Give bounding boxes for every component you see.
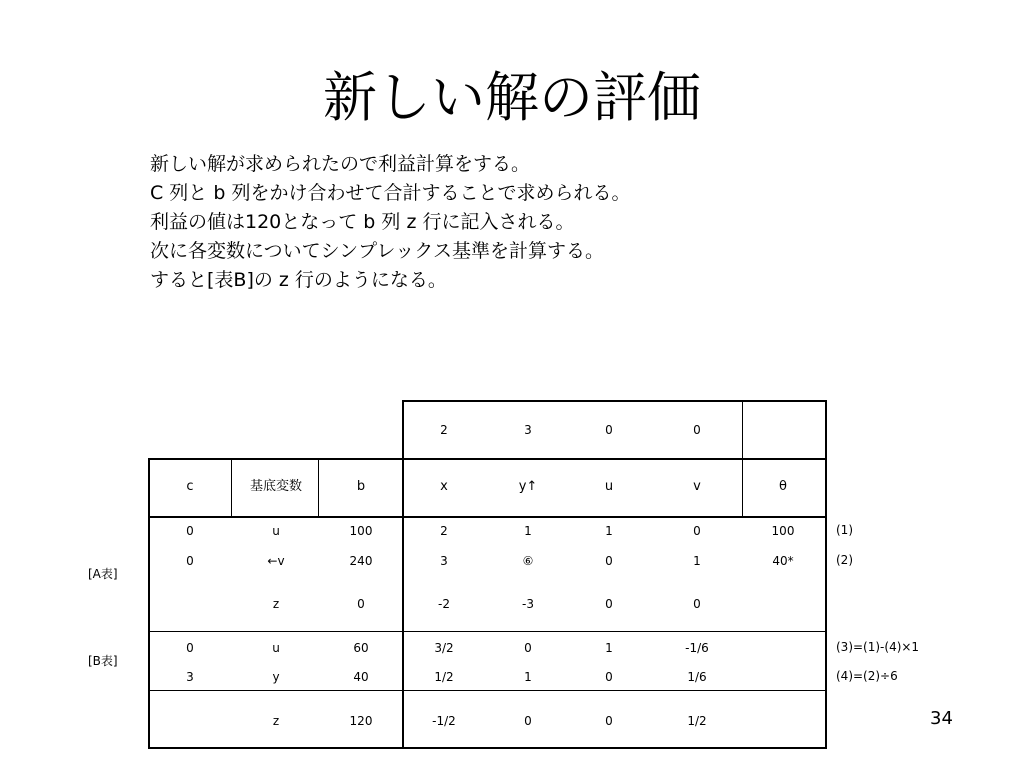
- table-cell: 1: [524, 524, 532, 538]
- explanation-line: C 列と b 列をかけ合わせて合計することで求められる。: [150, 182, 631, 204]
- row-note: (2): [836, 553, 853, 567]
- table-a-label: [A表]: [88, 567, 118, 581]
- table-cell: z: [272, 714, 280, 728]
- column-header: u: [604, 479, 614, 494]
- table-border: [318, 458, 319, 518]
- table-border: [148, 747, 826, 749]
- table-border: [742, 400, 743, 518]
- column-header: c: [186, 479, 194, 494]
- explanation-line: すると[表B]の z 行のようになる。: [150, 269, 447, 291]
- table-cell: u: [272, 641, 280, 655]
- column-header: θ: [779, 479, 787, 494]
- table-b-label: [B表]: [88, 654, 118, 668]
- table-border: [148, 516, 826, 518]
- table-cell: -3: [522, 597, 534, 611]
- table-border: [402, 400, 404, 749]
- table-cell: 1: [605, 524, 613, 538]
- table-cell: 0: [524, 714, 532, 728]
- table-cell: 100: [349, 524, 373, 538]
- table-cell: 0: [605, 670, 613, 684]
- table-cell: 40*: [772, 554, 794, 568]
- table-cell: 1/2: [687, 714, 707, 728]
- row-note: (1): [836, 523, 853, 537]
- row-note: (3)=(1)-(4)×1: [836, 640, 920, 654]
- cost-coefficient: 0: [605, 423, 613, 437]
- cost-coefficient: 2: [440, 423, 448, 437]
- table-cell: 2: [440, 524, 448, 538]
- table-cell: 3: [186, 670, 194, 684]
- column-header: y↑: [518, 479, 538, 494]
- table-cell: 0: [186, 554, 194, 568]
- table-cell: 100: [771, 524, 795, 538]
- table-cell: 1: [693, 554, 701, 568]
- row-note: (4)=(2)÷6: [836, 669, 898, 683]
- table-cell: 0: [186, 524, 194, 538]
- table-cell: 1/6: [687, 670, 707, 684]
- table-cell: 0: [186, 641, 194, 655]
- explanation-line: 次に各変数についてシンプレックス基準を計算する。: [150, 240, 605, 262]
- table-cell: 1/2: [434, 670, 454, 684]
- column-header: 基底変数: [249, 479, 302, 494]
- table-border: [402, 400, 826, 402]
- table-cell: 240: [349, 554, 373, 568]
- table-cell: 0: [357, 597, 365, 611]
- table-cell: 0: [693, 597, 701, 611]
- table-cell: -1/6: [685, 641, 709, 655]
- slide-title: 新しい解の評価: [323, 66, 701, 129]
- column-header: v: [693, 479, 701, 494]
- table-cell: 3: [440, 554, 448, 568]
- table-cell: -1/2: [432, 714, 456, 728]
- cost-coefficient: 3: [524, 423, 532, 437]
- table-border: [148, 458, 826, 460]
- column-header: b: [356, 479, 366, 494]
- table-cell: ⑥: [522, 554, 534, 568]
- table-cell: 40: [353, 670, 369, 684]
- table-cell: 0: [524, 641, 532, 655]
- table-border: [148, 458, 150, 749]
- column-header: x: [440, 479, 448, 494]
- page-number: 34: [930, 708, 953, 729]
- explanation-line: 新しい解が求められたので利益計算をする。: [150, 153, 531, 175]
- table-cell: 1: [524, 670, 532, 684]
- table-cell: -2: [438, 597, 450, 611]
- table-cell: 60: [353, 641, 369, 655]
- table-cell: 0: [605, 714, 613, 728]
- table-cell: z: [272, 597, 280, 611]
- table-cell: y: [272, 670, 280, 684]
- table-cell: 3/2: [434, 641, 454, 655]
- table-border: [231, 458, 232, 518]
- table-border: [825, 400, 827, 749]
- table-cell: 120: [349, 714, 373, 728]
- explanation-line: 利益の値は120となって b 列 z 行に記入される。: [150, 211, 575, 233]
- table-cell: 1: [605, 641, 613, 655]
- table-cell: 0: [605, 597, 613, 611]
- table-cell: 0: [693, 524, 701, 538]
- table-border: [148, 631, 826, 632]
- table-cell: ←v: [267, 554, 285, 568]
- table-border: [148, 690, 826, 691]
- table-cell: u: [272, 524, 280, 538]
- table-cell: 0: [605, 554, 613, 568]
- cost-coefficient: 0: [693, 423, 701, 437]
